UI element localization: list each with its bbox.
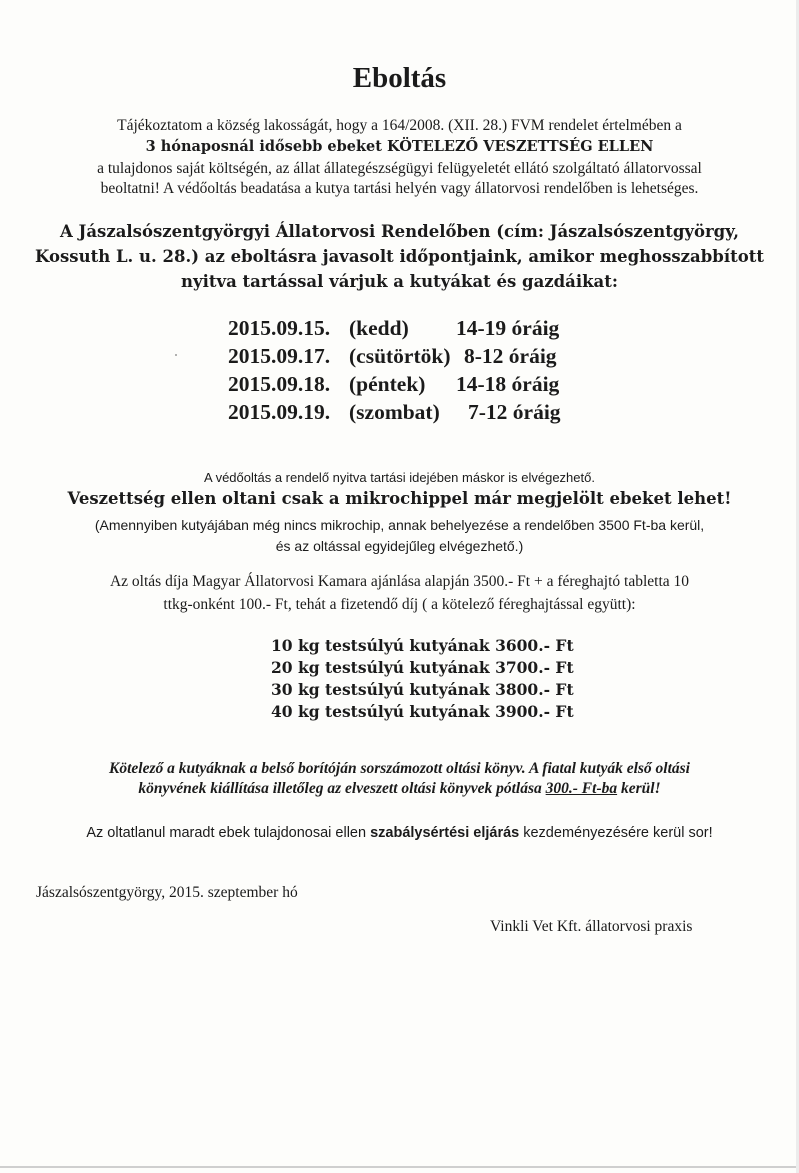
intro-line-1: Tájékoztatom a község lakosságát, hogy a 164/2008. (XII. 28.) FVM rendelet értelmében a: [117, 117, 682, 134]
scan-edge: [0, 1166, 799, 1168]
price-item: 30 kg testsúlyú kutyának 3800.- Ft: [271, 680, 574, 699]
schedule-day: (csütörtök): [349, 344, 451, 368]
announcement-line-3: nyitva tartással várjuk a kutyákat és gazdáikat:: [181, 272, 618, 291]
availability-note: A védőoltás a rendelő nyitva tartási idejében máskor is elvégezhető.: [204, 470, 595, 485]
page-title: Eboltás: [352, 62, 447, 94]
sanction-line: [0, 825, 799, 841]
schedule-hours: 8-12 óráig: [464, 344, 557, 368]
schedule-date: 2015.09.15.: [228, 316, 331, 340]
price-item: 40 kg testsúlyú kutyának 3900.- Ft: [271, 702, 574, 721]
book-line-2-end: kerül!: [617, 780, 661, 797]
chip-warning: Veszettség ellen oltani csak a mikrochippel már megjelölt ebeket lehet!: [67, 489, 732, 508]
book-price: 300.- Ft-ba: [545, 780, 618, 797]
book-line-2-text: könyvének kiállítása illetőleg az elveszett oltási könyvek pótlása: [138, 780, 546, 797]
schedule-hours: 7-12 óráig: [468, 400, 561, 424]
schedule-date: 2015.09.17.: [228, 344, 331, 368]
signature: Vinkli Vet Kft. állatorvosi praxis: [490, 918, 693, 935]
schedule-hours: 14-19 óráig: [456, 316, 560, 340]
book-line-2: [0, 780, 799, 798]
price-item: 20 kg testsúlyú kutyának 3700.- Ft: [271, 658, 574, 677]
schedule-hours: 14-18 óráig: [456, 372, 560, 396]
announcement-line-2: Kossuth L. u. 28.) az eboltásra javasolt időpontjaink, amikor meghosszabbított: [35, 247, 764, 266]
intro-line-2: 3 hónaposnál idősebb ebeket KÖTELEZŐ VESZETTSÉG ELLEN: [145, 138, 654, 155]
place-date: Jászalsószentgyörgy, 2015. szeptember hó: [36, 884, 298, 901]
fee-line-2: ttkg-onként 100.- Ft, tehát a fizetendő díj ( a kötelező féreghajtással együtt):: [163, 596, 636, 613]
intro-line-4: beoltatni! A védőoltás beadatása a kutya tartási helyén vagy állatorvosi rendelőben is lehetséges.: [100, 180, 699, 197]
intro-line-3: a tulajdonos saját költségén, az állat állategészségügyi felügyeletét ellátó szolgáltató állatorvossal: [97, 160, 702, 177]
schedule-day: (szombat): [349, 400, 440, 424]
fee-line-1: Az oltás díja Magyar Állatorvosi Kamara ajánlása alapján 3500.- Ft + a féreghajtó tabletta 10: [109, 573, 690, 590]
schedule-day: (péntek): [349, 372, 426, 396]
schedule-date: 2015.09.19.: [228, 400, 331, 424]
sanction-text: Az oltatlanul maradt ebek tulajdonosai ellen: [86, 825, 371, 841]
chip-note-line-1: (Amennyiben kutyájában még nincs mikrochip, annak behelyezése a rendelőben 3500 Ft-ba kerül,: [94, 517, 705, 533]
price-item: 10 kg testsúlyú kutyának 3600.- Ft: [271, 636, 574, 655]
sanction-end: kezdeményezésére kerül sor!: [519, 825, 713, 841]
schedule-day: (kedd): [349, 316, 409, 340]
sanction-bold: szabálysértési eljárás: [370, 825, 520, 841]
book-line-1: Kötelező a kutyáknak a belső borítóján sorszámozott oltási könyv. A fiatal kutyák első oltási: [108, 760, 690, 777]
chip-note-line-2: és az oltással egyidejűleg elvégezhető.): [275, 538, 524, 554]
scan-speck: [175, 354, 177, 356]
schedule-date: 2015.09.18.: [228, 372, 331, 396]
announcement-line-1: A Jászalsószentgyörgyi Állatorvosi Rendelőben (cím: Jászalsószentgyörgy,: [60, 222, 739, 241]
